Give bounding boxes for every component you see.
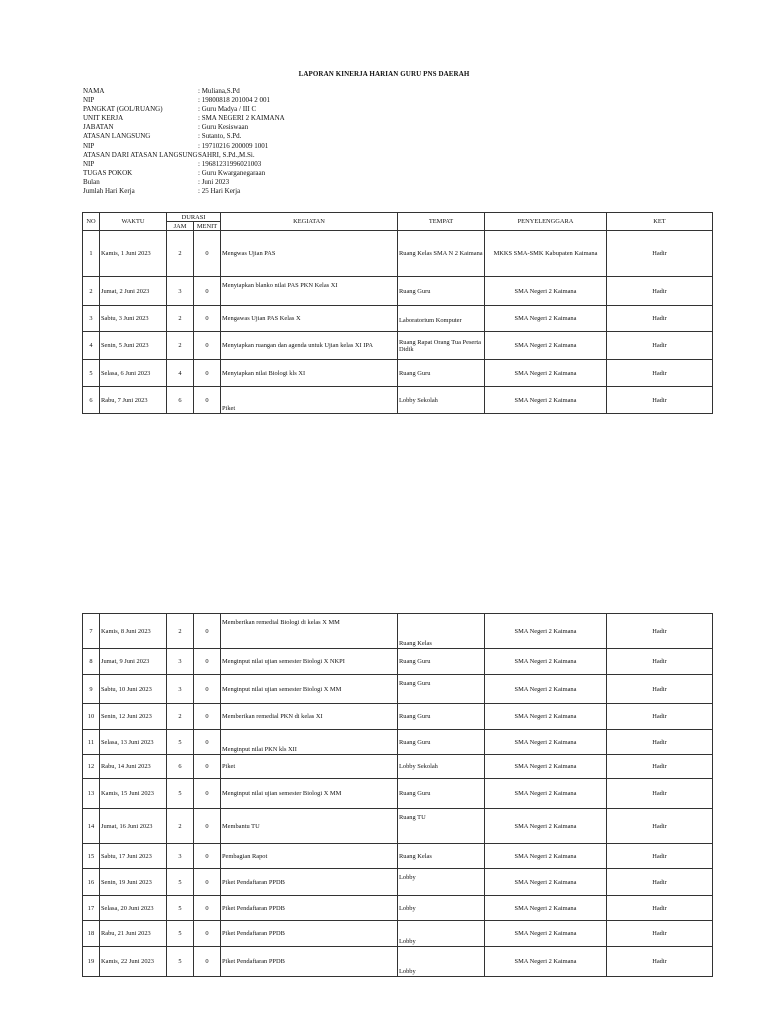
cell-no: 14 — [83, 809, 100, 844]
header-waktu: WAKTU — [100, 213, 167, 231]
info-label: NIP — [83, 96, 95, 105]
cell-ket: Hadir — [607, 809, 713, 844]
info-label: UNIT KERJA — [83, 114, 124, 123]
cell-no: 13 — [83, 779, 100, 809]
cell-kegiatan: Memberikan remedial Biologi di kelas X MM — [221, 614, 398, 649]
cell-ket: Hadir — [607, 755, 713, 779]
cell-jam: 2 — [167, 231, 194, 277]
cell-tempat: Ruang Guru — [398, 730, 485, 755]
cell-jam: 3 — [167, 675, 194, 704]
cell-penyelenggara: MKKS SMA-SMK Kabupaten Kaimana — [485, 231, 607, 277]
cell-kegiatan: Piket Pendaftaran PPDB — [221, 947, 398, 977]
info-row — [83, 160, 285, 169]
cell-waktu: Rabu, 14 Juni 2023 — [100, 755, 167, 779]
info-value: : Sutanto, S.Pd. — [198, 132, 242, 141]
cell-kegiatan: Piket — [221, 755, 398, 779]
cell-kegiatan: Piket Pendaftaran PPDB — [221, 896, 398, 921]
table-row — [83, 730, 713, 755]
cell-no: 10 — [83, 704, 100, 730]
cell-waktu: Selasa, 20 Juni 2023 — [100, 896, 167, 921]
info-row — [83, 178, 285, 187]
info-row — [83, 87, 285, 96]
info-value: : Guru Kesiswaan — [198, 123, 249, 132]
info-row — [83, 96, 285, 105]
cell-jam: 2 — [167, 704, 194, 730]
cell-penyelenggara: SMA Negeri 2 Kaimana — [485, 277, 607, 306]
cell-waktu: Senin, 5 Juni 2023 — [100, 332, 167, 360]
info-row — [83, 169, 285, 178]
table-row — [83, 387, 713, 414]
cell-tempat: Ruang Guru — [398, 649, 485, 675]
header-jam: JAM — [167, 222, 194, 231]
cell-tempat: Lobby — [398, 869, 485, 896]
cell-ket: Hadir — [607, 306, 713, 332]
cell-waktu: Sabtu, 10 Juni 2023 — [100, 675, 167, 704]
cell-ket: Hadir — [607, 704, 713, 730]
activity-table-page2 — [82, 613, 713, 977]
cell-no: 8 — [83, 649, 100, 675]
info-value: : Juni 2023 — [198, 177, 230, 186]
cell-penyelenggara: SMA Negeri 2 Kaimana — [485, 675, 607, 704]
cell-tempat: Ruang TU — [398, 809, 485, 844]
cell-jam: 4 — [167, 360, 194, 387]
cell-kegiatan: Piket Pendaftaran PPDB — [221, 921, 398, 947]
cell-jam: 6 — [167, 387, 194, 414]
cell-tempat: Lobby Sekolah — [398, 755, 485, 779]
cell-waktu: Kamis, 8 Juni 2023 — [100, 614, 167, 649]
cell-no: 16 — [83, 869, 100, 896]
info-label: TUGAS POKOK — [83, 168, 133, 177]
cell-tempat: Ruang Guru — [398, 704, 485, 730]
cell-penyelenggara: SMA Negeri 2 Kaimana — [485, 306, 607, 332]
info-label: PANGKAT (GOL/RUANG) — [83, 105, 163, 114]
cell-menit: 0 — [194, 921, 221, 947]
header-tempat: TEMPAT — [398, 213, 485, 231]
info-label: Bulan — [83, 177, 100, 186]
cell-ket: Hadir — [607, 896, 713, 921]
info-row — [83, 142, 285, 151]
cell-kegiatan: Membantu TU — [221, 809, 398, 844]
cell-no: 15 — [83, 844, 100, 869]
info-row — [83, 123, 285, 132]
cell-ket: Hadir — [607, 277, 713, 306]
cell-tempat: Lobby — [398, 947, 485, 977]
cell-kegiatan: Menyiapkan nilai Biologi kls XI — [221, 360, 398, 387]
info-row — [83, 132, 285, 141]
cell-tempat: Ruang Guru — [398, 277, 485, 306]
cell-kegiatan: Menyiapkan ruangan dan agenda untuk Ujian kelas XI IPA — [221, 332, 398, 360]
info-label: ATASAN LANGSUNG — [83, 132, 151, 141]
cell-menit: 0 — [194, 704, 221, 730]
table-row — [83, 614, 713, 649]
info-label: ATASAN DARI ATASAN LANGSUNG — [83, 150, 198, 159]
cell-penyelenggara: SMA Negeri 2 Kaimana — [485, 869, 607, 896]
header-kegiatan: KEGIATAN — [221, 213, 398, 231]
cell-no: 11 — [83, 730, 100, 755]
cell-tempat: Lobby — [398, 921, 485, 947]
cell-tempat: Ruang Kelas SMA N 2 Kaimana — [398, 231, 485, 277]
cell-menit: 0 — [194, 387, 221, 414]
cell-kegiatan: Pembagian Rapot — [221, 844, 398, 869]
cell-jam: 2 — [167, 306, 194, 332]
employee-info — [83, 87, 285, 196]
table-row — [83, 704, 713, 730]
cell-menit: 0 — [194, 947, 221, 977]
info-label: NIP — [83, 141, 95, 150]
cell-no: 4 — [83, 332, 100, 360]
cell-penyelenggara: SMA Negeri 2 Kaimana — [485, 809, 607, 844]
cell-menit: 0 — [194, 675, 221, 704]
cell-waktu: Kamis, 22 Juni 2023 — [100, 947, 167, 977]
info-row — [83, 187, 285, 196]
table-row — [83, 779, 713, 809]
cell-ket: Hadir — [607, 332, 713, 360]
cell-tempat: Ruang Kelas — [398, 614, 485, 649]
cell-ket: Hadir — [607, 947, 713, 977]
cell-menit: 0 — [194, 277, 221, 306]
info-value: SAHRI, S.Pd.,M.Si. — [198, 150, 255, 159]
cell-waktu: Sabtu, 3 Juni 2023 — [100, 306, 167, 332]
cell-jam: 6 — [167, 755, 194, 779]
cell-menit: 0 — [194, 231, 221, 277]
cell-kegiatan: Menginput nilai PKN kls XII — [221, 730, 398, 755]
cell-menit: 0 — [194, 614, 221, 649]
info-row — [83, 114, 285, 123]
cell-ket: Hadir — [607, 675, 713, 704]
cell-waktu: Selasa, 6 Juni 2023 — [100, 360, 167, 387]
table-row — [83, 306, 713, 332]
cell-jam: 5 — [167, 921, 194, 947]
cell-no: 9 — [83, 675, 100, 704]
info-row — [83, 105, 285, 114]
cell-tempat: Ruang Guru — [398, 360, 485, 387]
info-value: : SMA NEGERI 2 KAIMANA — [198, 114, 285, 123]
cell-jam: 5 — [167, 779, 194, 809]
cell-tempat: Laboratorium Komputer — [398, 306, 485, 332]
info-value: : 19800818 201004 2 001 — [198, 96, 270, 105]
cell-no: 2 — [83, 277, 100, 306]
cell-ket: Hadir — [607, 730, 713, 755]
cell-penyelenggara: SMA Negeri 2 Kaimana — [485, 730, 607, 755]
cell-no: 7 — [83, 614, 100, 649]
table-row — [83, 921, 713, 947]
table-row — [83, 947, 713, 977]
cell-no: 5 — [83, 360, 100, 387]
info-value: : 19710216 200009 1001 — [198, 141, 269, 150]
cell-ket: Hadir — [607, 844, 713, 869]
cell-jam: 5 — [167, 869, 194, 896]
cell-kegiatan: Piket Pendaftaran PPDB — [221, 869, 398, 896]
cell-kegiatan: Mengwas Ujian PAS — [221, 231, 398, 277]
cell-penyelenggara: SMA Negeri 2 Kaimana — [485, 704, 607, 730]
cell-menit: 0 — [194, 649, 221, 675]
header-menit: MENIT — [194, 222, 221, 231]
cell-ket: Hadir — [607, 779, 713, 809]
cell-tempat: Ruang Guru — [398, 779, 485, 809]
activity-table-page1 — [82, 212, 713, 414]
table-row — [83, 869, 713, 896]
cell-ket: Hadir — [607, 231, 713, 277]
cell-waktu: Jumat, 16 Juni 2023 — [100, 809, 167, 844]
cell-penyelenggara: SMA Negeri 2 Kaimana — [485, 332, 607, 360]
cell-tempat: Ruang Rapat Orang Tua Peserta Didik — [398, 332, 485, 360]
cell-no: 17 — [83, 896, 100, 921]
table-row — [83, 844, 713, 869]
cell-waktu: Jumat, 9 Juni 2023 — [100, 649, 167, 675]
cell-kegiatan: Menyiapkan blanko nilai PAS PKN Kelas XI — [221, 277, 398, 306]
cell-waktu: Kamis, 1 Juni 2023 — [100, 231, 167, 277]
cell-tempat: Lobby Sekolah — [398, 387, 485, 414]
cell-waktu: Rabu, 21 Juni 2023 — [100, 921, 167, 947]
cell-waktu: Kamis, 15 Juni 2023 — [100, 779, 167, 809]
cell-penyelenggara: SMA Negeri 2 Kaimana — [485, 844, 607, 869]
report-title: LAPORAN KINERJA HARIAN GURU PNS DAERAH — [298, 70, 470, 78]
cell-penyelenggara: SMA Negeri 2 Kaimana — [485, 779, 607, 809]
cell-jam: 5 — [167, 947, 194, 977]
header-no: NO — [83, 213, 100, 231]
cell-penyelenggara: SMA Negeri 2 Kaimana — [485, 947, 607, 977]
cell-jam: 2 — [167, 809, 194, 844]
cell-waktu: Rabu, 7 Juni 2023 — [100, 387, 167, 414]
cell-menit: 0 — [194, 755, 221, 779]
info-value: : Guru Kwarganegaraan — [198, 168, 266, 177]
cell-jam: 3 — [167, 649, 194, 675]
cell-jam: 3 — [167, 277, 194, 306]
cell-ket: Hadir — [607, 360, 713, 387]
cell-penyelenggara: SMA Negeri 2 Kaimana — [485, 921, 607, 947]
cell-waktu: Jumat, 2 Juni 2023 — [100, 277, 167, 306]
cell-jam: 3 — [167, 844, 194, 869]
cell-menit: 0 — [194, 360, 221, 387]
cell-kegiatan: Menginput nilai ujian semester Biologi X NKPI — [221, 649, 398, 675]
info-label: Jumlah Hari Kerja — [83, 187, 135, 196]
table-row — [83, 896, 713, 921]
cell-menit: 0 — [194, 809, 221, 844]
cell-no: 1 — [83, 231, 100, 277]
info-value: : Guru Madya / III C — [198, 105, 257, 114]
info-value: : 25 Hari Kerja — [198, 187, 241, 196]
table-row — [83, 649, 713, 675]
header-penyelenggara: PENYELENGGARA — [485, 213, 607, 231]
cell-kegiatan: Menginput nilai ujian semester Biologi X MM — [221, 779, 398, 809]
cell-ket: Hadir — [607, 869, 713, 896]
cell-waktu: Senin, 19 Juni 2023 — [100, 869, 167, 896]
cell-penyelenggara: SMA Negeri 2 Kaimana — [485, 649, 607, 675]
info-label: NAMA — [83, 87, 105, 95]
cell-jam: 2 — [167, 614, 194, 649]
cell-no: 3 — [83, 306, 100, 332]
cell-menit: 0 — [194, 896, 221, 921]
cell-waktu: Senin, 12 Juni 2023 — [100, 704, 167, 730]
cell-penyelenggara: SMA Negeri 2 Kaimana — [485, 387, 607, 414]
cell-kegiatan: Mengawas Ujian PAS Kelas X — [221, 306, 398, 332]
table-row — [83, 360, 713, 387]
cell-penyelenggara: SMA Negeri 2 Kaimana — [485, 614, 607, 649]
cell-ket: Hadir — [607, 921, 713, 947]
table-row — [83, 809, 713, 844]
cell-penyelenggara: SMA Negeri 2 Kaimana — [485, 755, 607, 779]
info-label: JABATAN — [83, 123, 114, 132]
cell-ket: Hadir — [607, 387, 713, 414]
cell-menit: 0 — [194, 730, 221, 755]
cell-kegiatan: Menginput nilai ujian semester Biologi X MM — [221, 675, 398, 704]
cell-waktu: Sabtu, 17 Juni 2023 — [100, 844, 167, 869]
cell-menit: 0 — [194, 869, 221, 896]
info-label: NIP — [83, 159, 95, 168]
cell-ket: Hadir — [607, 614, 713, 649]
cell-tempat: Lobby — [398, 896, 485, 921]
cell-jam: 5 — [167, 896, 194, 921]
cell-kegiatan: Memberikan remedial PKN di kelas XI — [221, 704, 398, 730]
cell-waktu: Selasa, 13 Juni 2023 — [100, 730, 167, 755]
cell-no: 6 — [83, 387, 100, 414]
cell-penyelenggara: SMA Negeri 2 Kaimana — [485, 896, 607, 921]
info-value: : 19681231996021003 — [198, 159, 262, 168]
table-row — [83, 332, 713, 360]
cell-jam: 5 — [167, 730, 194, 755]
cell-no: 12 — [83, 755, 100, 779]
cell-ket: Hadir — [607, 649, 713, 675]
cell-penyelenggara: SMA Negeri 2 Kaimana — [485, 360, 607, 387]
cell-menit: 0 — [194, 779, 221, 809]
table-row — [83, 277, 713, 306]
cell-tempat: Ruang Guru — [398, 675, 485, 704]
cell-tempat: Ruang Kelas — [398, 844, 485, 869]
cell-jam: 2 — [167, 332, 194, 360]
info-value: : Muliana,S.Pd — [198, 87, 240, 95]
cell-menit: 0 — [194, 844, 221, 869]
table-row — [83, 755, 713, 779]
info-row — [83, 151, 285, 160]
cell-kegiatan: Piket — [221, 387, 398, 414]
header-ket: KET — [607, 213, 713, 231]
cell-no: 19 — [83, 947, 100, 977]
table-row — [83, 675, 713, 704]
cell-menit: 0 — [194, 306, 221, 332]
header-durasi: DURASI — [167, 213, 221, 222]
cell-no: 18 — [83, 921, 100, 947]
table-row — [83, 231, 713, 277]
cell-menit: 0 — [194, 332, 221, 360]
